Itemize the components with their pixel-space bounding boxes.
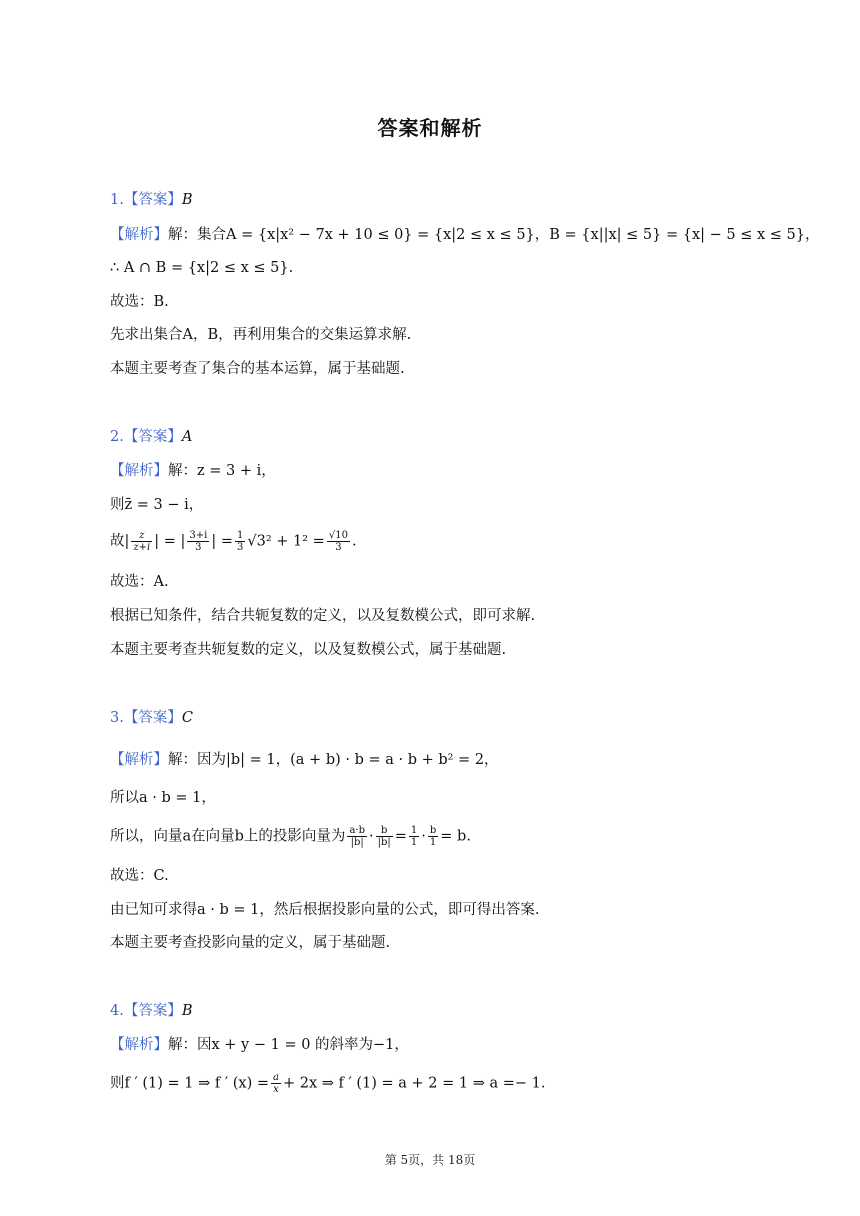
q2-summary-line: 本题主要考查共轭复数的定义，以及复数模公式，属于基础题. — [110, 642, 507, 658]
q1-analysis-line2: ∴ A ∩ B = {x|2 ≤ x ≤ 5}. — [110, 260, 294, 276]
q3-frac-1-den: |b| — [350, 837, 364, 848]
q1-analysis-line1 — [110, 225, 819, 245]
q4-l2-end: + 2x ⇒ f ′ (1) = a + 2 = 1 ⇒ a =− 1. — [282, 1075, 546, 1092]
q3-l3-pre: 所以，向量a在向量b上的投影向量为 — [110, 828, 346, 845]
q3-analysis-tag: 【解析】 — [110, 752, 168, 768]
q4-frac-1-den: x — [273, 1084, 279, 1095]
q3-number: 3. — [110, 710, 124, 726]
q2-method-line: 根据已知条件，结合共轭复数的定义，以及复数模公式，即可求解. — [110, 608, 536, 624]
q3-frac-3 — [409, 825, 419, 848]
q3-l3-dot2: · — [421, 828, 426, 845]
q2-frac-2-num: 3+i — [189, 530, 208, 541]
q4-analysis-line2 — [110, 1072, 546, 1095]
q3-summary-line: 本题主要考查投影向量的定义，属于基础题. — [110, 935, 391, 951]
q3-frac-4-den: 1 — [429, 837, 437, 848]
q1-summary-line: 本题主要考查了集合的基本运算，属于基础题. — [110, 361, 405, 377]
q3-frac-2-den: |b| — [377, 837, 391, 848]
q3-analysis-line3 — [110, 825, 471, 848]
q4-frac-1 — [271, 1072, 281, 1095]
q2-l3-pre: 故| — [110, 533, 130, 550]
q3-analysis-text1: 解：因为|b| = 1，(a + b) · b = a · b + b² = 2， — [168, 752, 499, 768]
q2-analysis-line3 — [110, 530, 357, 553]
q3-frac-2-num: b — [376, 825, 393, 837]
q1-answer-tag: 【答案】 — [123, 192, 182, 208]
q4-answer-value: B — [181, 1003, 193, 1019]
q1-number: 1. — [110, 192, 124, 208]
q4-analysis-text1: 解：因x + y − 1 = 0 的斜率为−1， — [168, 1037, 409, 1053]
q2-analysis-tag: 【解析】 — [110, 463, 168, 479]
q4-number: 4. — [110, 1003, 124, 1019]
q1-answer-line — [110, 190, 193, 210]
q2-answer-value: A — [181, 429, 193, 445]
q2-l3-sqrt: √3² + 1² = — [247, 533, 325, 550]
q3-choice-line: 故选：C. — [110, 868, 169, 884]
q3-analysis-line2: 所以a · b = 1， — [110, 790, 216, 806]
q3-frac-4-num: b — [429, 825, 437, 836]
q2-number: 2. — [110, 429, 124, 445]
q4-analysis-tag: 【解析】 — [110, 1037, 168, 1053]
q3-answer-line — [110, 708, 193, 728]
q3-l3-dot: · — [368, 828, 374, 845]
q2-frac-3-den: 3 — [237, 542, 244, 553]
q1-method-line: 先求出集合A，B，再利用集合的交集运算求解. — [110, 327, 412, 343]
q3-frac-1-num: a·b — [349, 825, 365, 836]
q2-l3-mid1: | = | — [154, 533, 186, 550]
q1-analysis-tag: 【解析】 — [110, 227, 168, 243]
q2-frac-4-den: 3 — [335, 542, 342, 553]
q2-analysis-line2: 则z̄ = 3 − i， — [110, 497, 204, 513]
page-footer: 第 5页，共 18页 — [384, 1153, 476, 1167]
q2-frac-1 — [131, 530, 152, 553]
q3-analysis-line1 — [110, 750, 499, 770]
q4-l2-pre: 则f ′ (1) = 1 ⇒ f ′ (x) = — [110, 1075, 270, 1092]
q2-frac-1-num: z — [131, 530, 152, 542]
q2-l3-end: . — [351, 533, 357, 550]
q2-analysis-line1 — [110, 461, 276, 481]
q4-answer-line — [110, 1001, 193, 1021]
page-title: 答案和解析 — [377, 116, 483, 140]
q3-frac-3-den: 1 — [410, 837, 418, 848]
q2-analysis-text1: 解：z = 3 + i， — [168, 463, 276, 479]
q3-answer-value: C — [181, 710, 193, 726]
q3-l3-end: = b. — [440, 828, 471, 845]
q1-answer-value: B — [181, 192, 193, 208]
q2-frac-3-num: 1 — [237, 530, 244, 541]
q2-choice-line: 故选：A. — [110, 574, 169, 590]
q2-frac-4-num: √10 — [328, 530, 348, 541]
q2-frac-1-den: z+i — [133, 542, 151, 553]
q3-frac-1 — [347, 825, 367, 848]
q2-frac-4 — [327, 530, 350, 553]
q3-frac-2 — [376, 825, 393, 848]
q2-answer-line — [110, 427, 192, 447]
q2-frac-2-den: 3 — [195, 542, 202, 553]
q2-answer-tag: 【答案】 — [123, 429, 182, 445]
q3-method-line: 由已知可求得a · b = 1，然后根据投影向量的公式，即可得出答案. — [110, 902, 540, 918]
q4-answer-tag: 【答案】 — [123, 1003, 182, 1019]
q2-frac-2 — [187, 530, 209, 553]
q4-analysis-line1 — [110, 1035, 409, 1055]
q3-frac-3-num: 1 — [410, 825, 418, 836]
q2-frac-3 — [235, 530, 245, 553]
q3-frac-4 — [428, 825, 438, 848]
q3-answer-tag: 【答案】 — [123, 710, 182, 726]
q3-l3-eq: = — [394, 828, 407, 845]
q4-frac-1-num: a — [273, 1072, 279, 1083]
q1-choice-line: 故选：B. — [110, 294, 169, 310]
q2-l3-mid2: | = — [211, 533, 233, 550]
q1-analysis-text1: 解：集合A = {x|x² − 7x + 10 ≤ 0} = {x|2 ≤ x ≤ 5}，B = {x||x| ≤ 5} = {x| − 5 ≤ x ≤ 5}， — [168, 227, 820, 243]
